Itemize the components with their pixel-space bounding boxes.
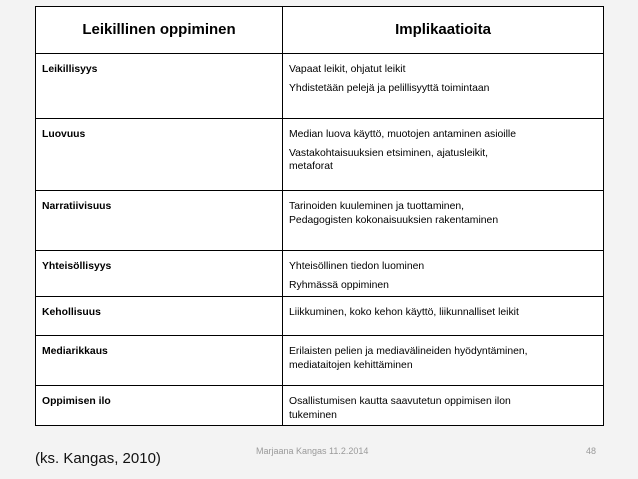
table-header-row xyxy=(36,7,604,54)
row-implications xyxy=(283,191,604,251)
row-term: Yhteisöllisyys xyxy=(36,251,283,297)
table-row xyxy=(36,386,604,426)
implication-line: Osallistumisen kautta saavutetun oppimisen ilon xyxy=(289,396,511,407)
reference-citation: (ks. Kangas, 2010) xyxy=(35,450,161,467)
row-term: Narratiivisuus xyxy=(36,191,283,251)
row-implications xyxy=(283,297,604,336)
header-right: Implikaatioita xyxy=(283,7,604,54)
row-implications xyxy=(283,386,604,426)
row-term: Leikillisyys xyxy=(36,54,283,119)
row-term: Oppimisen ilo xyxy=(36,386,283,426)
footer-page-number: 48 xyxy=(586,446,597,456)
implication-line: Erilaisten pelien ja mediavälineiden hyödyntäminen, xyxy=(289,346,528,357)
table-row xyxy=(36,191,604,251)
implication-line: Pedagogisten kokonaisuuksien rakentaminen xyxy=(289,214,499,226)
row-implications xyxy=(283,54,604,119)
table-row xyxy=(36,336,604,386)
implication-line: Tarinoiden kuuleminen ja tuottaminen, xyxy=(289,201,465,212)
implication-line: Yhteisöllinen tiedon luominen xyxy=(289,261,425,272)
implication-line: Median luova käyttö, muotojen antaminen asioille xyxy=(289,129,516,140)
implication-line: Ryhmässä oppiminen xyxy=(289,279,389,291)
row-implications xyxy=(283,251,604,297)
comparison-table xyxy=(35,6,604,426)
implication-line: Vapaat leikit, ohjatut leikit xyxy=(289,64,406,75)
table-row xyxy=(36,54,604,119)
table-row xyxy=(36,119,604,191)
footer-author-date: Marjaana Kangas 11.2.2014 xyxy=(256,446,369,456)
implication-line: Liikkuminen, koko kehon käyttö, liikunnalliset leikit xyxy=(289,307,519,318)
implication-line: Vastakohtaisuuksien etsiminen, ajatusleikit, xyxy=(289,147,489,159)
implication-line: mediataitojen kehittäminen xyxy=(289,359,413,371)
implication-line: tukeminen xyxy=(289,409,337,421)
implication-line: Yhdistetään pelejä ja pelillisyyttä toimintaan xyxy=(289,82,490,94)
implication-line: metaforat xyxy=(289,161,333,172)
row-term: Mediarikkaus xyxy=(36,336,283,386)
header-left: Leikillinen oppiminen xyxy=(36,7,283,54)
table-row xyxy=(36,297,604,336)
row-implications xyxy=(283,119,604,191)
row-term: Kehollisuus xyxy=(36,297,283,336)
row-implications xyxy=(283,336,604,386)
table-row xyxy=(36,251,604,297)
row-term: Luovuus xyxy=(36,119,283,191)
